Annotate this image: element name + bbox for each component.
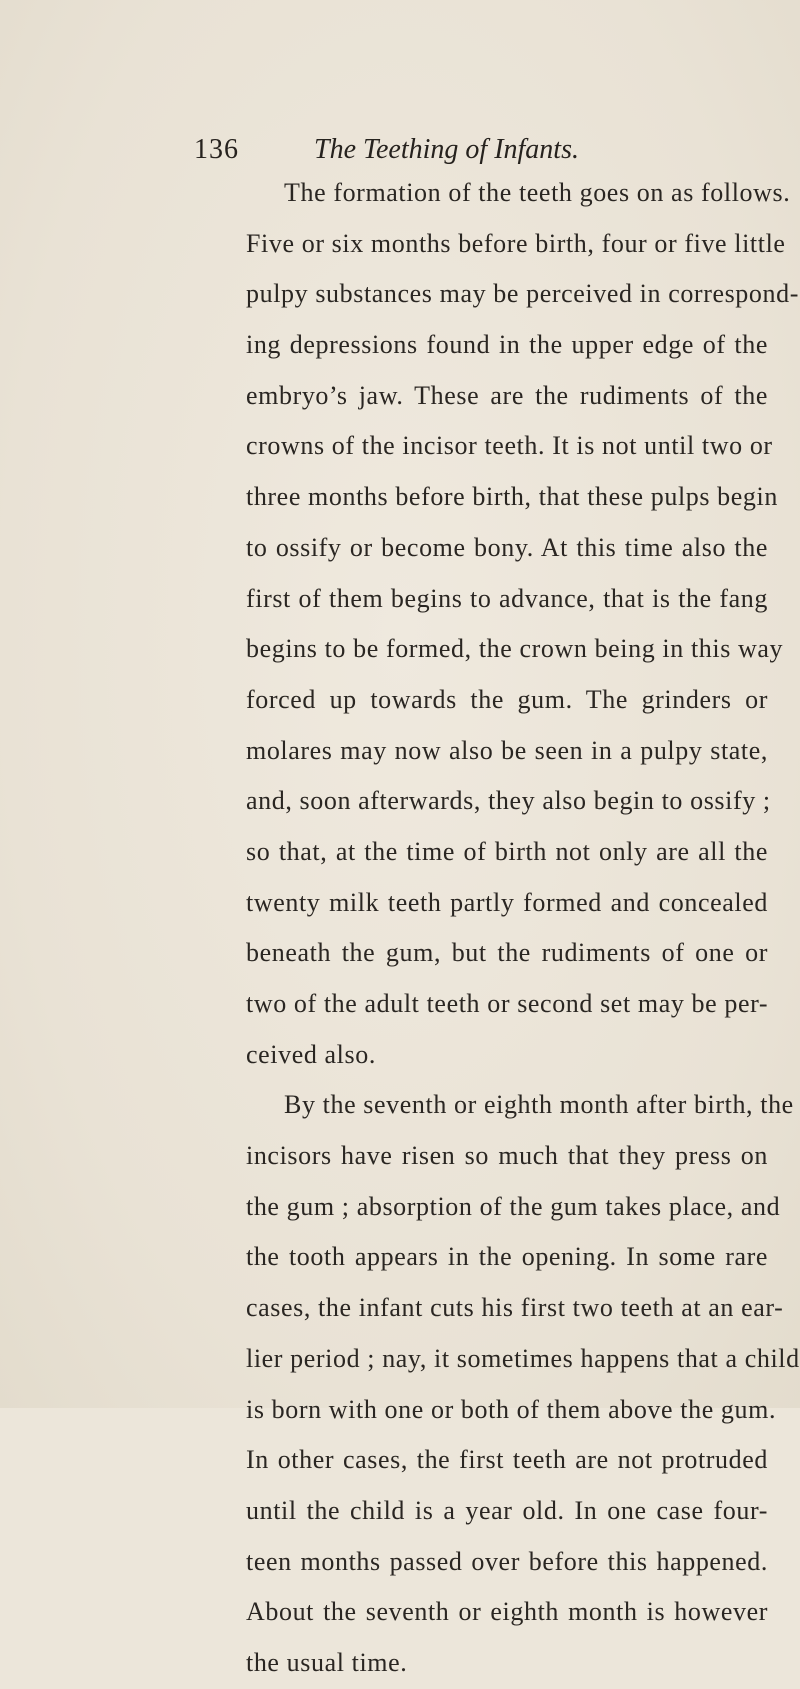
body-text [246, 168, 800, 1689]
text-line: the gum ; absorption of the gum takes place, and [246, 1191, 781, 1221]
text-line: ceived also. [246, 1039, 376, 1069]
text-line: and, soon afterwards, they also begin to ossify ; [246, 786, 771, 816]
text-line: The formation of the teeth goes on as follows. [284, 178, 791, 207]
text-line: forced up towards the gum. The grinders or [246, 684, 768, 714]
text-line: beneath the gum, but the rudiments of one or [246, 938, 768, 968]
text-line: ing depressions found in the upper edge of the [246, 330, 768, 360]
text-line: to ossify or become bony. At this time also the [246, 532, 768, 562]
text-line: first of them begins to advance, that is the fang [246, 583, 768, 613]
paragraph-1 [246, 168, 799, 1080]
text-line: Five or six months before birth, four or five little [246, 228, 786, 258]
text-line: By the seventh or eighth month after birth, the [284, 1090, 794, 1120]
text-line: incisors have risen so much that they press on [246, 1141, 768, 1171]
text-line: so that, at the time of birth not only are all the [246, 836, 768, 866]
page-number: 136 [194, 134, 239, 165]
text-line: cases, the infant cuts his first two teeth at an ear- [246, 1293, 784, 1323]
text-line: pulpy substances may be perceived in correspond- [246, 279, 799, 309]
text-line: until the child is a year old. In one case four- [246, 1495, 768, 1525]
text-line: teen months passed over before this happened. [246, 1546, 768, 1576]
text-line: three months before birth, that these pulps begin [246, 482, 778, 512]
text-line: is born with one or both of them above the gum. [246, 1394, 777, 1424]
text-line: About the seventh or eighth month is however [246, 1597, 768, 1627]
text-line: the usual time. [246, 1647, 408, 1677]
text-line: In other cases, the first teeth are not protruded [246, 1445, 768, 1475]
text-line: lier period ; nay, it sometimes happens that a child [246, 1343, 800, 1373]
text-line: begins to be formed, the crown being in this way [246, 634, 784, 664]
text-line: twenty milk teeth partly formed and concealed [246, 887, 768, 917]
text-line: molares may now also be seen in a pulpy state, [246, 735, 768, 765]
text-line: embryo’s jaw. These are the rudiments of the [246, 380, 768, 410]
text-line: the tooth appears in the opening. In some rare [246, 1242, 768, 1272]
text-line: crowns of the incisor teeth. It is not until two or [246, 431, 773, 461]
running-title: The Teething of Infants. [314, 134, 579, 165]
text-line: two of the adult teeth or second set may be per- [246, 989, 769, 1018]
paragraph-2 [246, 1080, 800, 1688]
